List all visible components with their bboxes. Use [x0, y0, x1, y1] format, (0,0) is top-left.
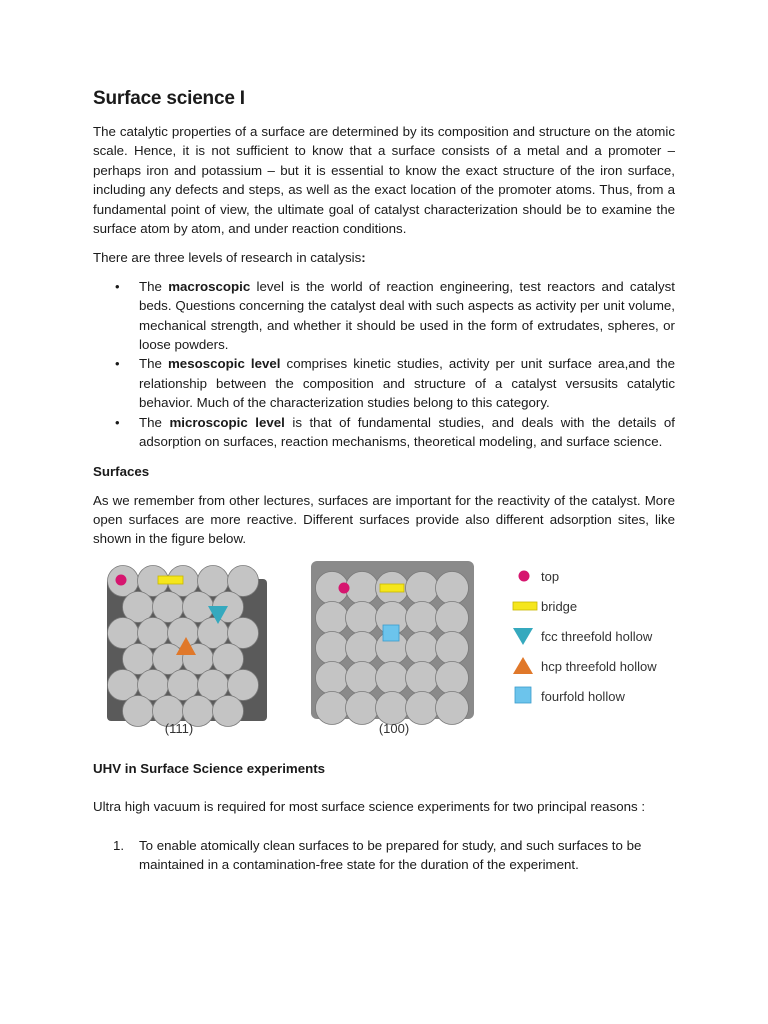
list-item-text: is that of fundamental studies, and deals with the details of adsorption on surfaces, reaction mechanisms, theoretical modeling, and surface science. [139, 414, 675, 450]
list-item-macroscopic [93, 277, 675, 355]
list-item-text: level is the world of reaction engineering, test reactors and catalyst beds. Questions concerning the catalyst deal with such aspects as activity per unit volume, mechanical strength, and whether it should be used in the form of extrudates, spheres, or loose powders. [139, 278, 676, 353]
atom [376, 691, 409, 724]
legend-bridge-icon [513, 602, 537, 610]
list-item-microscopic [93, 413, 675, 452]
list-item-term: macroscopic [168, 278, 251, 294]
atom [436, 601, 469, 634]
uhv-heading: UHV in Surface Science experiments [93, 760, 326, 776]
site-bridge-marker-100 [380, 584, 404, 592]
atom [316, 661, 349, 694]
bullet-icon: • [115, 414, 120, 430]
atom [436, 691, 469, 724]
atom [406, 661, 439, 694]
atom [213, 695, 244, 726]
label-100: (100) [378, 720, 410, 736]
legend-bridge-label: bridge [541, 598, 578, 614]
legend-top-icon [519, 570, 530, 581]
surface-100 [311, 561, 474, 725]
legend-top-label: top [541, 568, 560, 584]
surfaces-heading: Surfaces [93, 463, 150, 479]
site-top-marker-100 [339, 582, 350, 593]
bullet-icon: • [115, 356, 120, 372]
atom [406, 571, 439, 604]
list-item-term: microscopic level [169, 414, 285, 430]
list-item-prefix: The [139, 278, 169, 294]
list-item-mesoscopic [93, 354, 675, 412]
list-item-prefix: The [139, 356, 168, 372]
levels-list [93, 277, 675, 452]
list-item-number: 1. [113, 837, 125, 853]
document-body [93, 88, 675, 875]
uhv-paragraph: Ultra high vacuum is required for most surface science experiments for two principal reasons : [93, 798, 646, 814]
atom [406, 601, 439, 634]
bullet-icon: • [115, 278, 120, 294]
atom [123, 695, 154, 726]
surface-111 [107, 565, 267, 726]
surface-100-atoms [316, 571, 469, 724]
page-title: Surface science I [93, 88, 245, 109]
atom [316, 691, 349, 724]
atom [436, 631, 469, 664]
atom [346, 691, 379, 724]
atom [346, 571, 379, 604]
legend-hcp-label: hcp threefold hollow [541, 658, 657, 674]
surfaces-paragraph: As we remember from other lectures, surfaces are important for the reactivity of the catalyst. More open surfaces are more reactive. Different surfaces provide also different adsorption sites, like shown in the figure below. [93, 492, 675, 547]
levels-intro [93, 248, 675, 267]
legend-fourfold-icon [515, 687, 531, 703]
atom [346, 631, 379, 664]
legend-fourfold-label: fourfold hollow [541, 688, 625, 704]
legend-hcp-icon [513, 657, 533, 674]
atom [316, 631, 349, 664]
label-111: (111) [164, 720, 194, 736]
atom [436, 661, 469, 694]
atom [316, 601, 349, 634]
list-item-term: mesoscopic level [167, 356, 281, 372]
list-item-text: comprises kinetic studies, activity per unit surface area,and the relationship between the composition and structure of a catalyst versusits catalytic behavior. Much of the characterization studies belong to this category. [139, 356, 675, 411]
reasons-list [93, 836, 675, 875]
atom [406, 691, 439, 724]
site-fourfold-hollow-marker [383, 625, 399, 641]
atom [346, 661, 379, 694]
list-item-text: To enable atomically clean surfaces to be prepared for study, and such surfaces to be maintained in a contamination-free state for the duration of the experiment. [139, 837, 642, 873]
atom [376, 661, 409, 694]
adsorption-sites-diagram [93, 561, 675, 751]
intro-paragraph: The catalytic properties of a surface are determined by its composition and structure on the atomic scale. Hence, it is not sufficient to know that a surface consists of a metal and a promoter – perhaps iron and potassium – but it is essential to know the exact structure of the iron surface, including any defects and steps, as well as the exact location of the promoter atoms. Thus, from a fundamental point of view, the ultimate goal of catalyst characterization should be to examine the surface atom by atom, and under reaction conditions. [93, 124, 675, 237]
levels-intro-colon: : [361, 250, 366, 266]
figure-legend [513, 569, 657, 704]
list-item-prefix: The [139, 414, 170, 430]
atom [436, 571, 469, 604]
site-bridge-marker [158, 576, 183, 584]
adsorption-sites-figure [93, 561, 675, 751]
atom [346, 601, 379, 634]
atom [406, 631, 439, 664]
legend-fcc-label: fcc threefold hollow [541, 628, 653, 644]
legend-fcc-icon [513, 628, 533, 645]
list-item-reason-1 [93, 836, 675, 875]
levels-intro-text: There are three levels of research in catalysis [93, 250, 362, 266]
site-top-marker [116, 574, 127, 585]
